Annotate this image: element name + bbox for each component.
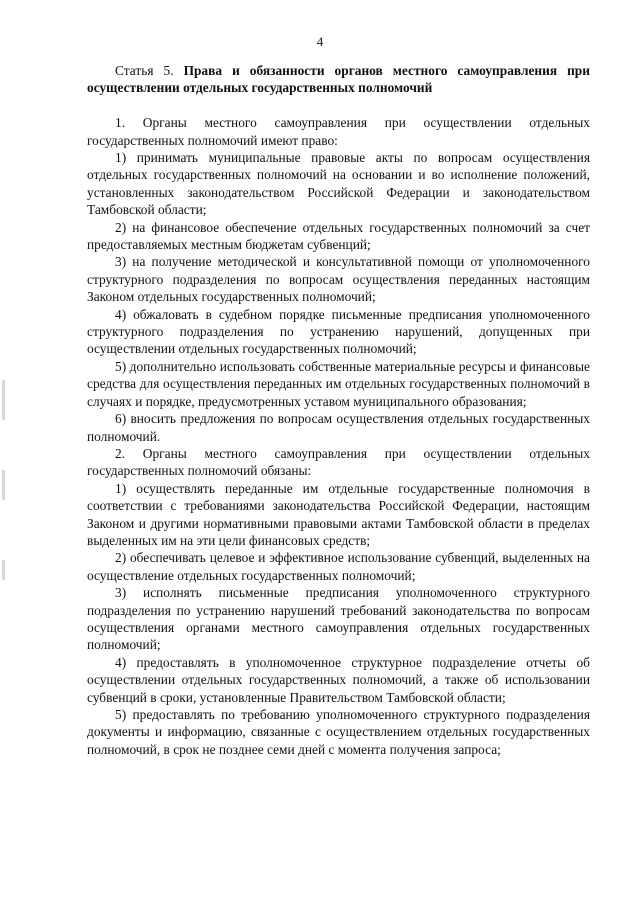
- paragraph-2-item-3: 3) исполнять письменные предписания уполномоченного структурного подразделения по устранению нарушений требований законодательства по вопросам осуществления органами местного самоуправления отдельных государственных полномочий;: [87, 585, 590, 653]
- article-number: Статья 5.: [115, 63, 174, 78]
- paragraph-1: 1. Органы местного самоуправления при осуществлении отдельных государственных полномочий имеют право:: [87, 115, 590, 148]
- paragraph-1-item-1: 1) принимать муниципальные правовые акты по вопросам осуществления отдельных государственных полномочий на основании и во исполнение положений, установленных законодательством Российской Федерации и законодательством Тамбовской области;: [87, 150, 590, 218]
- paragraph-2-item-2: 2) обеспечивать целевое и эффективное использование субвенций, выделенных на осуществление отдельных государственных полномочий;: [87, 550, 590, 583]
- paragraph-1-item-4: 4) обжаловать в судебном порядке письменные предписания уполномоченного структурного подразделения по устранению нарушений, допущенных при осуществлении отдельных государственных полномочий;: [87, 306, 590, 357]
- page-number: 4: [316, 34, 324, 49]
- paragraph-2: 2. Органы местного самоуправления при осуществлении отдельных государственных полномочий обязаны:: [87, 445, 590, 479]
- paragraph-1-item-6: 6) вносить предложения по вопросам осуществления отдельных государственных полномочий.: [87, 411, 590, 444]
- paragraph-2-item-5: 5) предоставлять по требованию уполномоченного структурного подразделения документы и информацию, связанные с осуществлением отдельных государственных полномочий, в срок не позднее семи дней с момента получения запроса;: [87, 707, 590, 757]
- scan-edge-mark: [2, 380, 5, 420]
- paragraph-1-item-2: 2) на финансовое обеспечение отдельных государственных полномочий за счет предоставляемых местным бюджетам субвенций;: [87, 219, 590, 253]
- paragraph-1-item-5: 5) дополнительно использовать собственные материальные ресурсы и финансовые средства для осуществления переданных им отдельных государственных полномочий в случаях и порядке, предусмотренных уставом муниципального образования;: [87, 358, 590, 409]
- scan-edge-mark: [2, 560, 5, 580]
- scan-edge-mark: [2, 470, 5, 500]
- document-body: [87, 62, 590, 758]
- article-heading: [87, 62, 590, 97]
- paragraph-1-item-3: 3) на получение методической и консультативной помощи от уполномоченного структурного подразделения по вопросам осуществления переданных настоящим Законом отдельных государственных полномочий;: [87, 254, 590, 305]
- article-title: Права и обязанности органов местного самоуправления при осуществлении отдельных государственных полномочий: [87, 63, 590, 96]
- paragraph-2-item-1: 1) осуществлять переданные им отдельные государственные полномочия в соответствии с требованиями законодательства Российской Федерации, настоящим Законом и другими нормативными правовыми актами Тамбовской области в пределах выделенных им на эти цели финансовых средств;: [87, 480, 590, 548]
- paragraph-2-item-4: 4) предоставлять в уполномоченное структурное подразделение отчеты об осуществлении отдельных государственных полномочий, а также об использовании субвенций в сроки, установленные Правительством Тамбовской области;: [87, 654, 590, 705]
